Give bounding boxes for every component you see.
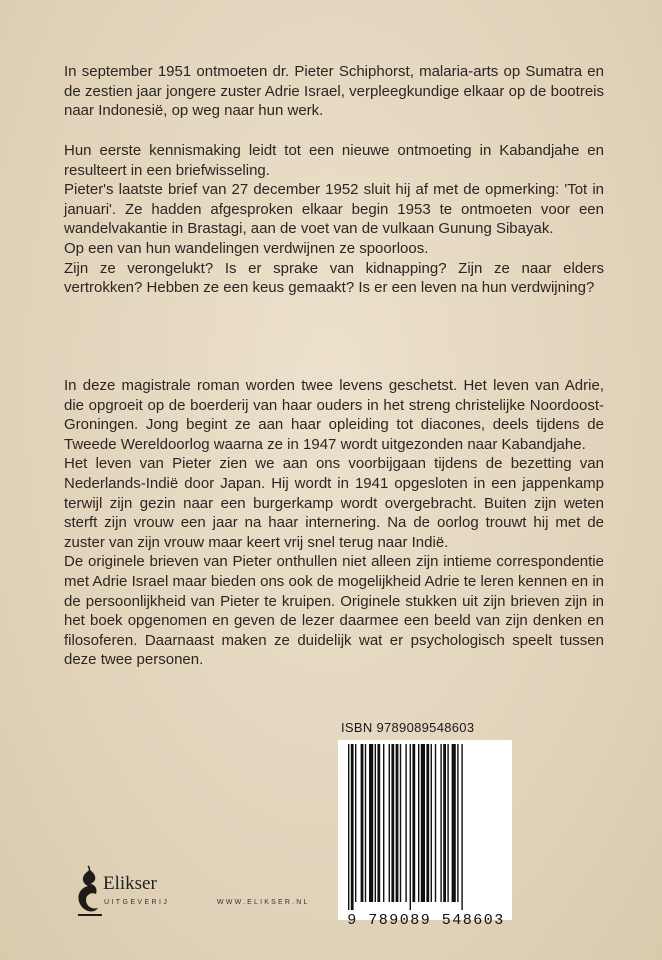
barcode-bar bbox=[396, 744, 399, 902]
paragraph-adrie: In deze magistrale roman worden twee levens geschetst. Het leven van Adrie, die opgroeit op de boerderij van haar ouders in het streng christelijke Noordoost-Groningen. Jong begint ze aan haar opleiding tot diacones, deels tijdens de Tweede Wereldoorlog waarna ze in 1947 wordt uitgezonden naar Kabandjahe. bbox=[64, 377, 604, 453]
paragraph-intro: In september 1951 ontmoeten dr. Pieter Schiphorst, malaria-arts op Sumatra en de zestien jaar jongere zuster Adrie Israel, verpleegkundige elkaar op de bootreis naar Indonesië, op weg naar hun werk. bbox=[64, 63, 604, 120]
barcode-bar bbox=[457, 744, 458, 902]
barcode-bar bbox=[375, 744, 376, 902]
barcode-bar bbox=[369, 744, 373, 902]
barcode-bar bbox=[412, 744, 415, 902]
paragraph-disappearance: Op een van hun wandelingen verdwijnen ze spoorloos. bbox=[64, 239, 429, 257]
barcode-bar bbox=[426, 744, 429, 902]
barcode-bar bbox=[405, 744, 406, 902]
barcode-bar bbox=[440, 744, 441, 902]
barcode-bar bbox=[418, 744, 419, 902]
barcode-bar bbox=[389, 744, 390, 902]
barcode-bar bbox=[421, 744, 425, 902]
barcode-bar bbox=[391, 744, 394, 902]
barcode-bar bbox=[452, 744, 456, 902]
isbn-label: ISBN 9789089548603 bbox=[341, 720, 475, 735]
paragraph-last-letter: Pieter's laatste brief van 27 december 1952 sluit hij af met de opmerking: 'Tot in januari'. Ze hadden afgesproken elkaar begin 1953 te ontmoeten voor een wandelvakantie in Brastagi, aan de voet van de vulkaan Gunung Sibayak. bbox=[64, 181, 604, 238]
barcode-bar bbox=[348, 744, 349, 910]
barcode-bar bbox=[383, 744, 384, 902]
barcode-bar bbox=[361, 744, 364, 902]
publisher-subtitle: UITGEVERIJ bbox=[104, 899, 170, 906]
publisher-website[interactable]: WWW.ELIKSER.NL bbox=[217, 899, 310, 906]
barcode-bar bbox=[377, 744, 380, 902]
barcode-bar bbox=[435, 744, 436, 902]
paragraph-letters: De originele brieven van Pieter onthullen niet alleen zijn intieme correspondentie met Adrie Israel maar bieden ons ook de mogelijkheid Adrie te leren kennen en in de persoonlijkheid van Pieter te kruipen. Originele stukken uit zijn brieven zijn in het boek opgenomen en geven de lezer daarmee een beeld van zijn denken en filosoferen. Daarnaast maken ze duidelijk wat er psychologisch speelt tussen deze twee personen. bbox=[64, 553, 604, 669]
barcode-bar bbox=[400, 744, 401, 902]
barcode-bars bbox=[338, 740, 512, 912]
intro-text bbox=[64, 62, 604, 121]
barcode-bar bbox=[447, 744, 448, 902]
barcode-bar bbox=[443, 744, 446, 902]
barcode-bar bbox=[431, 744, 432, 902]
paragraph-questions: Zijn ze verongelukt? Is er sprake van kidnapping? Zijn ze naar elders vertrokken? Hebben ze een keus gemaakt? Is er een leven na hun verdwijning? bbox=[64, 259, 604, 297]
paragraph-pieter: Het leven van Pieter zien we aan ons voorbijgaan tijdens de bezetting van Nederlands-Indië door Japan. Hij wordt in 1941 opgesloten in een jappenkamp terwijl zijn gezin naar een burgerkamp wordt overgebracht. Buiten zijn weten sterft zijn vrouw een jaar na haar internering. Na de oorlog trouwt hij met de zuster van zijn vrouw maar keert vrij snel terug naar Indië. bbox=[64, 455, 604, 551]
publisher-name: Elikser bbox=[103, 873, 157, 894]
barcode bbox=[338, 740, 512, 920]
barcode-bar bbox=[461, 744, 462, 910]
story-setup-text bbox=[64, 141, 604, 298]
barcode-bar bbox=[410, 744, 411, 910]
barcode-bar bbox=[355, 744, 356, 902]
story-lives-text bbox=[64, 376, 604, 670]
barcode-bar bbox=[365, 744, 366, 902]
paragraph-meeting: Hun eerste kennismaking leidt tot een nieuwe ontmoeting in Kabandjahe en resulteert in een briefwisseling. bbox=[64, 142, 604, 179]
barcode-digits: 9 789089 548603 bbox=[347, 912, 505, 929]
barcode-bar bbox=[351, 744, 354, 910]
